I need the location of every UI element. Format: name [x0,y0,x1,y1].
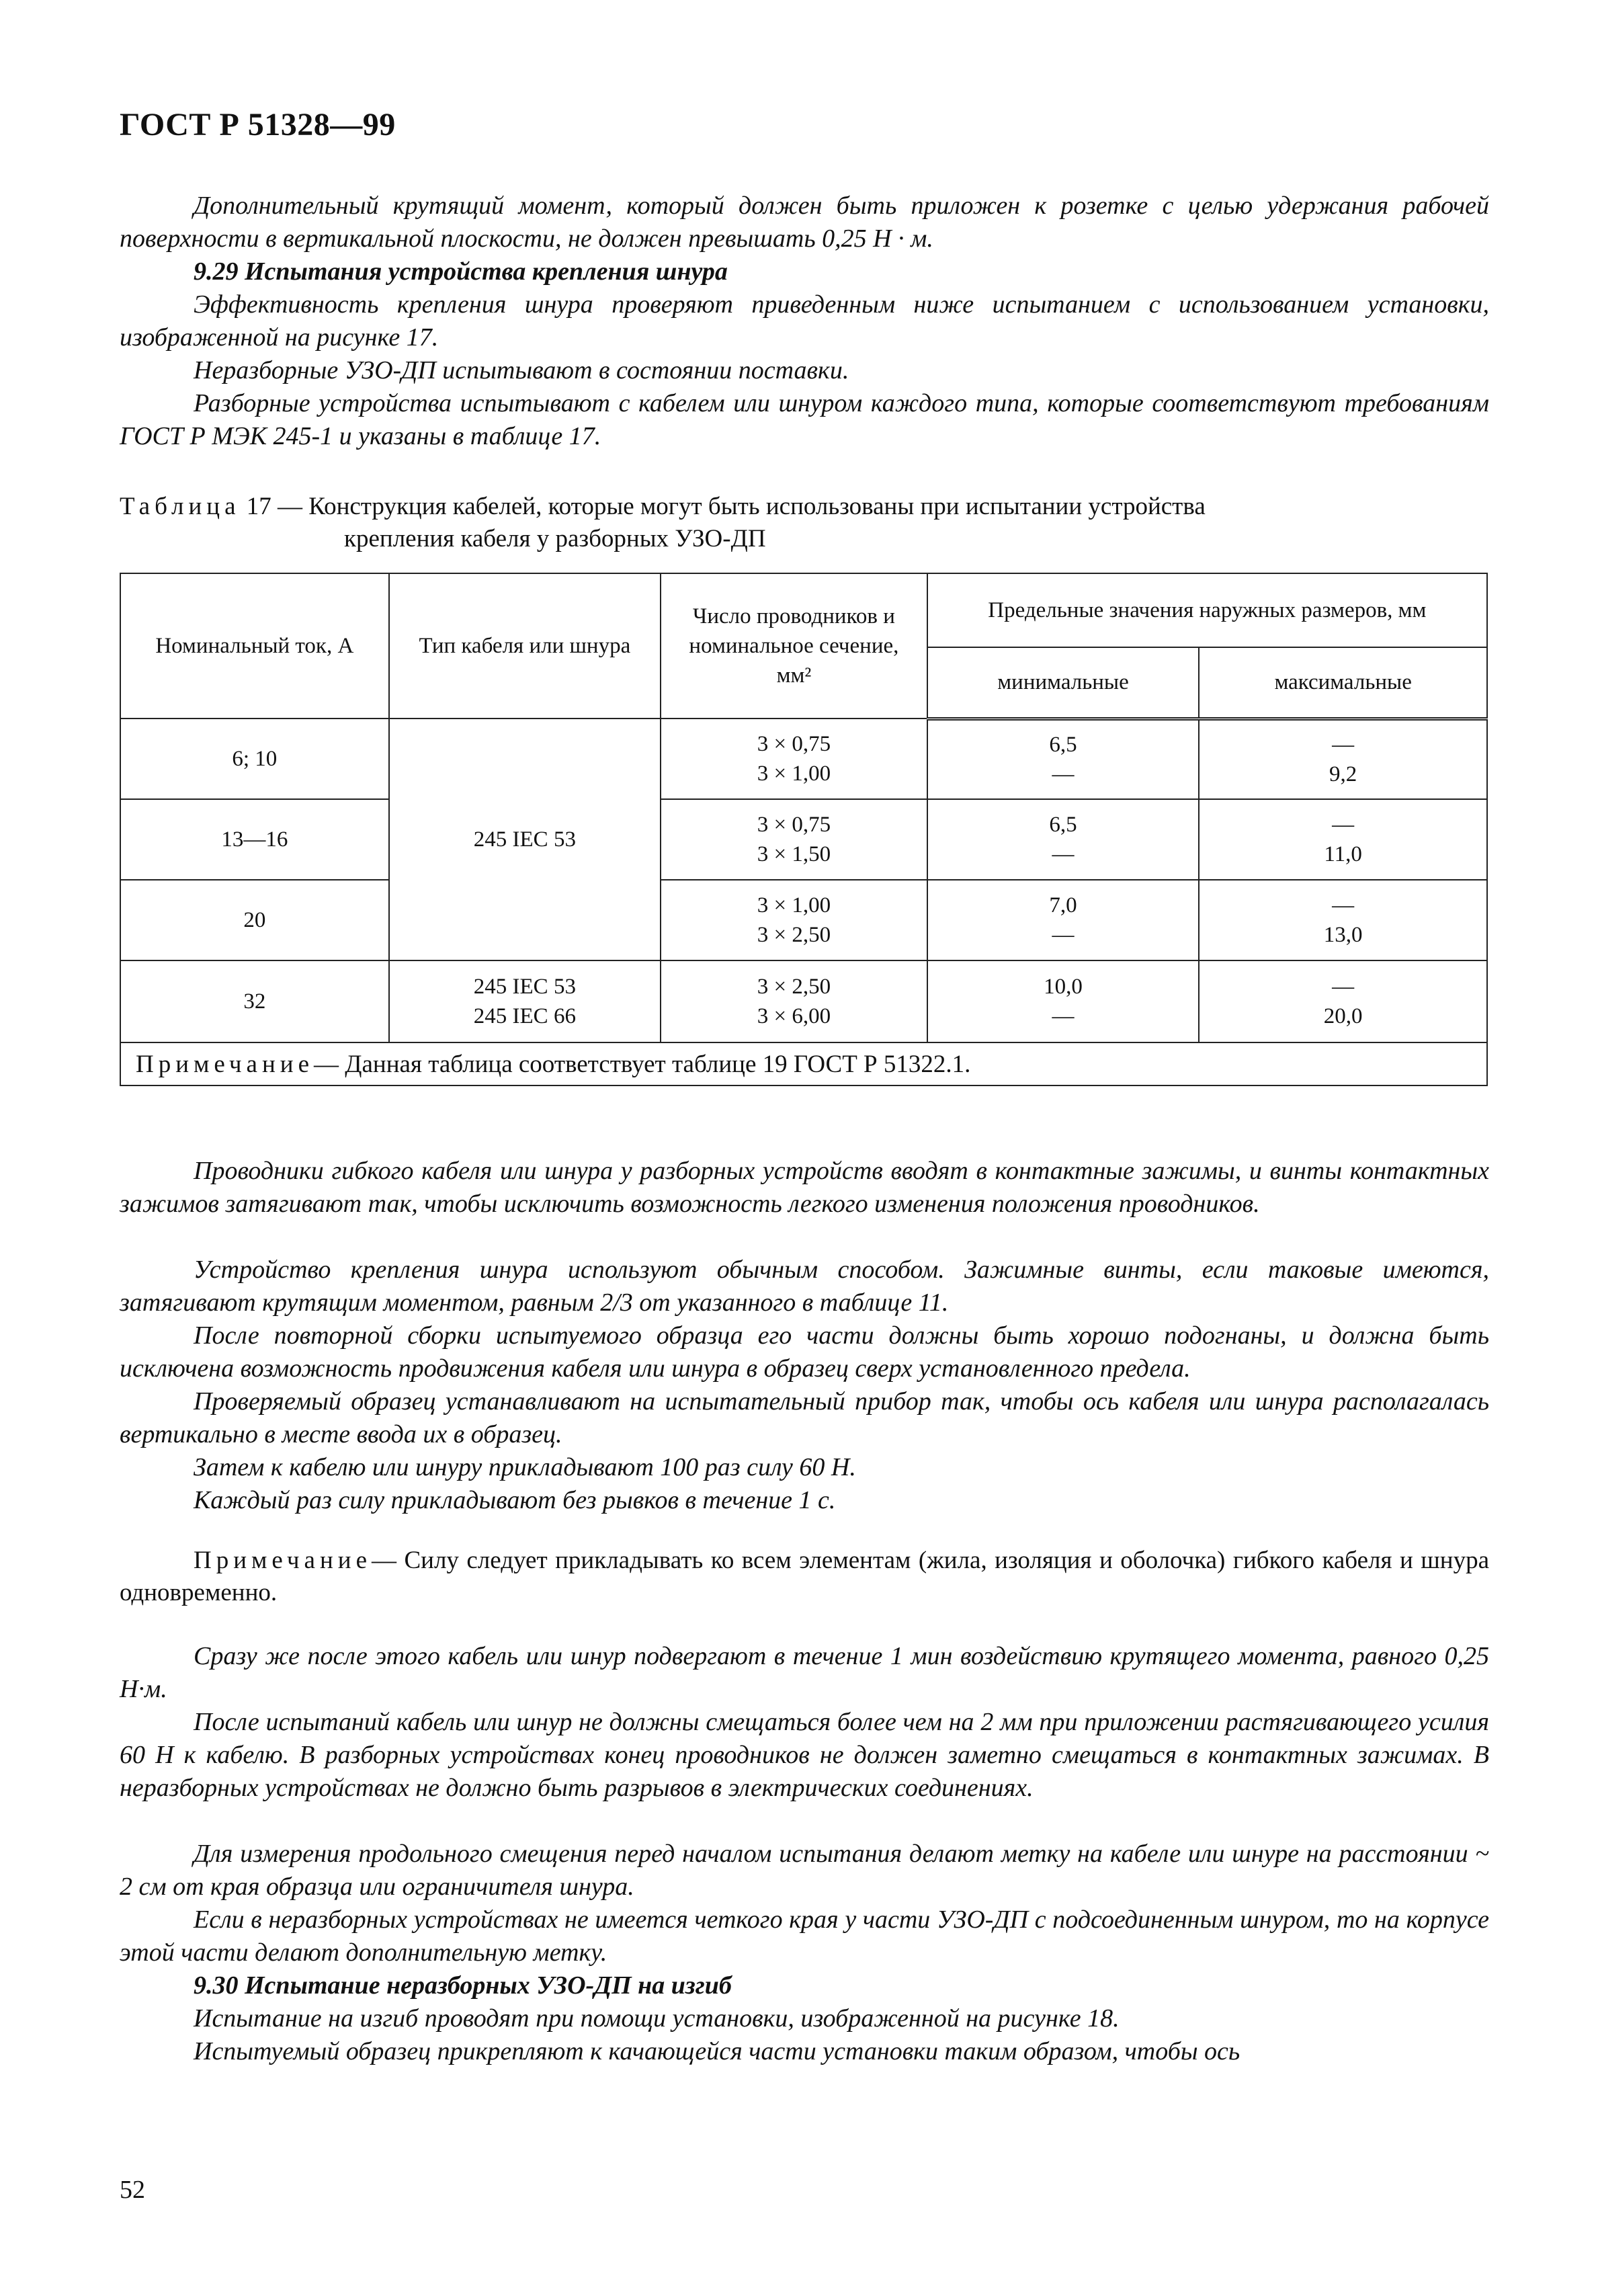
section-heading-9-29: 9.29 Испытания устройства крепления шнура [194,257,728,286]
table-note-label: Примечание [136,1050,314,1078]
paragraph-torque-after: Сразу же после этого кабель или шнур подвергают в течение 1 мин воздействию крутящего момента, равного 0,25 Н·м. [120,1642,1489,1703]
cell-conductors: 3 × 1,00 3 × 2,50 [661,880,927,960]
page-number: 52 [120,2176,145,2204]
table-caption-line1: 17 — Конструкция кабелей, которые могут быть использованы при испытании устройства [246,493,1206,520]
header-cable-type: Тип кабеля или шнура [389,573,661,719]
cell-min: 7,0 — [927,880,1200,960]
cell-min: 6,5 — [927,719,1200,799]
cell-min: 6,5 — [927,799,1200,880]
table-note [120,1042,1487,1085]
note-force-text: — Силу следует прикладывать ко всем элементам (жила, изоляция и оболочка) гибкого кабеля и шнура одновременно. [120,1547,1489,1606]
cell-max: — 13,0 [1199,880,1487,960]
paragraph-mounting: Проверяемый образец устанавливают на испытательный прибор так, чтобы ось кабеля или шнура располагалась вертикально в месте ввода их в образец. [120,1387,1489,1448]
table-caption [120,492,1206,521]
table-note-text: — Данная таблица соответствует таблице 19 ГОСТ Р 51322.1. [314,1050,971,1078]
cell-conductors: 3 × 2,50 3 × 6,00 [661,960,927,1042]
standard-header: ГОСТ Р 51328—99 [120,107,396,142]
header-max: максимальные [1199,647,1487,719]
paragraph-specimen: Испытуемый образец прикрепляют к качающейся части установки таким образом, чтобы ось [194,2037,1240,2065]
paragraph-separable: Разборные устройства испытывают с кабелем или шнуром каждого типа, которые соответствуют требованиям ГОСТ Р МЭК 245-1 и указаны в таблице 17. [120,389,1489,450]
paragraph-clamping: Устройство крепления шнура используют обычным способом. Зажимные винты, если таковые имеются, затягивают крутящим моментом, равным 2/3 от указанного в таблице 11. [120,1256,1489,1317]
paragraph-non-separable: Неразборные УЗО-ДП испытывают в состоянии поставки. [194,356,849,384]
note-force-label: Примечание [194,1547,372,1574]
paragraph-additional-mark: Если в неразборных устройствах не имеется четкого края у части УЗО-ДП с подсоединенным шнуром, то на корпусе этой части делают дополнительную метку. [120,1905,1489,1967]
cell-max: — 11,0 [1199,799,1487,880]
paragraph-reassembly: После повторной сборки испытуемого образца его части должны быть хорошо подогнаны, и должна быть исключена возможность продвижения кабеля или шнура в образец сверх установленного предела. [120,1321,1489,1383]
cell-max: — 9,2 [1199,719,1487,799]
cell-min: 10,0 — [927,960,1200,1042]
paragraph-displacement: После испытаний кабель или шнур не должны смещаться более чем на 2 мм при приложении растягивающего усилия 60 Н к кабелю. В разборных устройствах конец проводников не должен заметно смещаться в контактных зажимах. В неразборных устройствах не должно быть разрывов в электрических соединениях. [120,1708,1489,1802]
cell-current: 13—16 [120,799,389,880]
header-current: Номинальный ток, А [120,573,389,719]
paragraph-measurement: Для измерения продольного смещения перед началом испытания делают метку на кабеле или шнуре на расстоянии ~ 2 см от края образца или ограничителя шнура. [120,1840,1489,1901]
cell-cable-type: 245 IEC 53 245 IEC 66 [389,960,661,1042]
paragraph-force: Затем к кабелю или шнуру прикладывают 100 раз силу 60 Н. [194,1453,856,1481]
cell-current: 20 [120,880,389,960]
cell-current: 6; 10 [120,719,389,799]
table-17 [120,573,1488,1086]
header-limits: Предельные значения наружных размеров, мм [927,573,1487,647]
header-conductors: Число проводников и номинальное сечение, мм² [661,573,927,719]
cell-conductors: 3 × 0,75 3 × 1,50 [661,799,927,880]
table-caption-line2: крепления кабеля у разборных УЗО-ДП [344,525,766,552]
table-caption-label: Таблица [120,493,241,520]
cell-current: 32 [120,960,389,1042]
paragraph-bending-test: Испытание на изгиб проводят при помощи установки, изображенной на рисунке 18. [194,2004,1120,2033]
cell-max: — 20,0 [1199,960,1487,1042]
cell-conductors: 3 × 0,75 3 × 1,00 [661,719,927,799]
paragraph-conductors: Проводники гибкого кабеля или шнура у разборных устройств вводят в контактные зажимы, и винты контактных зажимов затягивают так, чтобы исключить возможность легкого изменения положения проводников. [120,1157,1489,1218]
section-heading-9-30: 9.30 Испытание неразборных УЗО-ДП на изгиб [194,1971,732,2000]
header-min: минимальные [927,647,1200,719]
cell-cable-type-merged: 245 IEC 53 [389,719,661,960]
paragraph-force-duration: Каждый раз силу прикладывают без рывков в течение 1 с. [194,1486,836,1514]
paragraph-efficiency: Эффективность крепления шнура проверяют приведенным ниже испытанием с использованием установки, изображенной на рисунке 17. [120,290,1489,352]
note-force [120,1545,1489,1609]
paragraph-torque: Дополнительный крутящий момент, который должен быть приложен к розетке с целью удержания рабочей поверхности в вертикальной плоскости, не должен превышать 0,25 Н · м. [120,192,1489,253]
